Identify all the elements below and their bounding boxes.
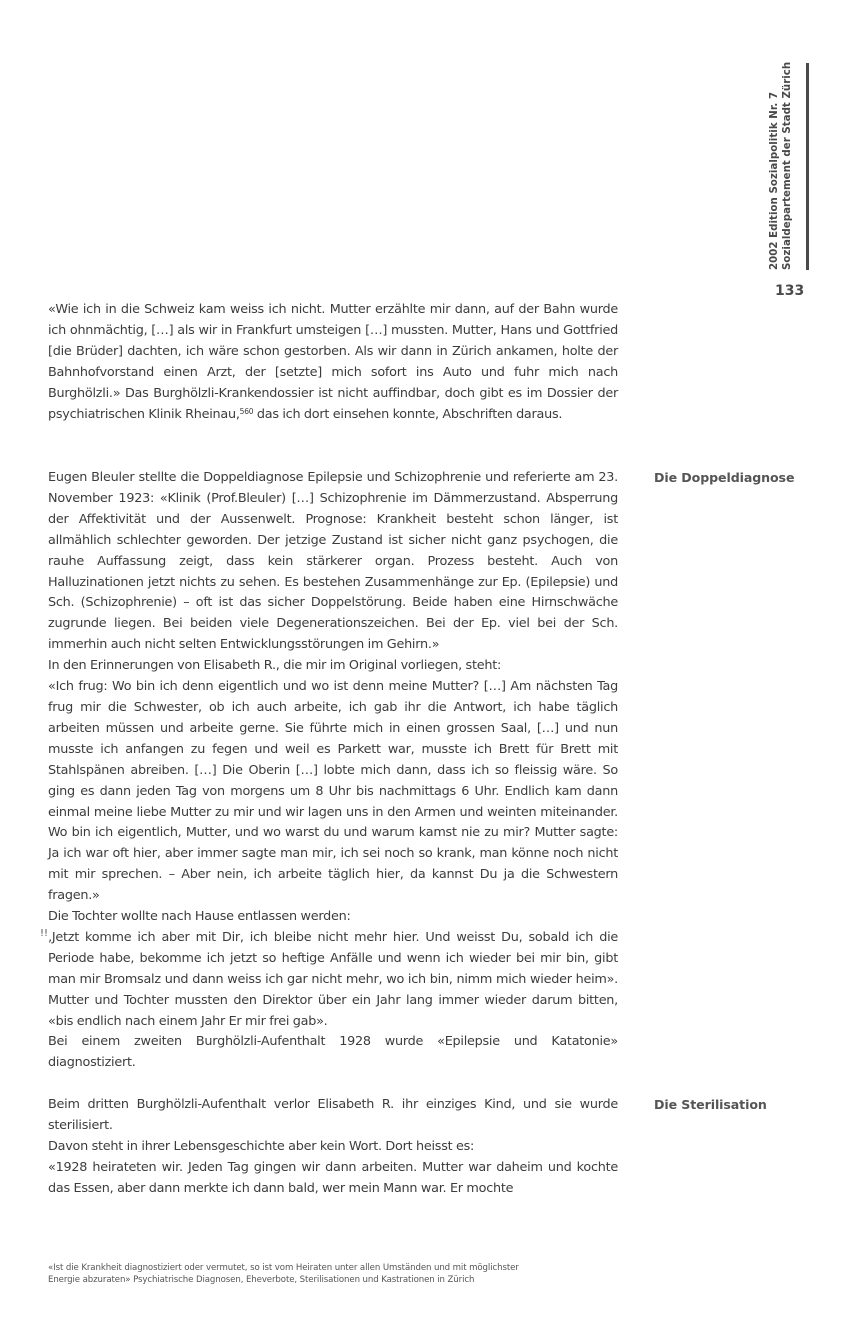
intro-paragraph	[48, 300, 618, 425]
paragraph: Bei einem zweiten Burghölzli-Aufenthalt 1928 wurde «Epilepsie und Katatonie» diagnostiziert.	[48, 1034, 618, 1071]
paragraph: Die Tochter wollte nach Hause entlassen werden:	[48, 909, 351, 925]
intro-text-end: das ich dort einsehen konnte, Abschriften daraus.	[253, 406, 563, 422]
footer-line-1: «Ist die Krankheit diagnostiziert oder vermutet, so ist vom Heiraten unter allen Umständen und mit möglichster	[48, 1263, 519, 1273]
running-header-series: 2002 Edition Sozialpolitik Nr. 7	[769, 91, 780, 270]
running-header-publisher: Sozialdepartement der Stadt Zürich	[782, 61, 793, 270]
quote-paragraph: ‚Jetzt komme ich aber mit Dir, ich bleibe nicht mehr hier. Und weisst Du, sobald ich die Periode habe, bekomme ich jetzt so heftige Anfälle und wenn ich wieder bei mir bin, gibt man mir Bromsalz und dann weiss ich gar nicht mehr, wo ich bin, nimm mich wieder heim». Mutter und Tochter mussten den Direktor über ein Jahr lang immer wieder darum bitten, «bis endlich nach einem Jahr Er mir frei gab».	[48, 929, 618, 1029]
paragraph: In den Erinnerungen von Elisabeth R., die mir im Original vorliegen, steht:	[48, 658, 502, 674]
stray-mark: !!	[40, 928, 49, 939]
intro-text-main: «Wie ich in die Schweiz kam weiss ich nicht. Mutter erzählte mir dann, auf der Bahn wurde ich ohnmächtig, […] als wir in Frankfurt umsteigen […] mussten. Mutter, Hans und Gottfried [die Brüder] dachten, ich wäre schon gestorben. Als wir dann in Zürich ankamen, holte der Bahnhofvorstand einen Arzt, der [setzte] mich sofort ins Auto und fuhr mich nach Burghölzli.» Das Burghölzli-Krankendossier ist nicht auffindbar, doch gibt es im Dossier der psychiatrischen Klinik Rheinau,	[48, 302, 618, 422]
paragraph: Davon steht in ihrer Lebensgeschichte aber kein Wort. Dort heisst es:	[48, 1138, 475, 1154]
paragraph: Eugen Bleuler stellte die Doppeldiagnose Epilepsie und Schizophrenie und referierte am 23. November 1923: «Klinik (Prof.Bleuler) […] Schizophrenie im Dämmerzustand. Absperrung der Affektivität und der Aussenwelt. Prognose: Krankheit besteht schon länger, ist allmählich schlechter geworden. Der jetzige Zustand ist sicher nicht ganz psychogen, die rauhe Auffassung zeigt, dass kein stärkerer organ. Prozess besteht. Auch von Halluzinationen jetzt nichts zu sehen. Es bestehen Zusammenhänge zur Ep. (Epilepsie) und Sch. (Schizophrenie) – oft ist das sicher Doppelstörung. Beide haben eine Hirnschwäche zugrunde liegen. Bei beiden viele Degenerationszeichen. Bei der Ep. viel bei der Sch. immerhin auch nicht selten Entwicklungsstörungen im Gehirn.»	[48, 470, 618, 653]
margin-heading-sterilisation: Die Sterilisation	[654, 1097, 767, 1112]
page-number: 133	[775, 283, 805, 299]
quote-paragraph: «1928 heirateten wir. Jeden Tag gingen wir dann arbeiten. Mutter war daheim und kochte das Essen, aber dann merkte ich dann bald, wer mein Mann war. Er mochte	[48, 1159, 618, 1196]
section-sterilisation	[48, 1095, 618, 1200]
intro-text	[48, 300, 618, 425]
quote-paragraph: «Ich frug: Wo bin ich denn eigentlich und wo ist denn meine Mutter? […] Am nächsten Tag frug mir die Schwester, ob ich auch arbeite, ich gab ihr die Antwort, ich habe täglich arbeiten müssen und arbeite gerne. Sie führte mich in einen grossen Saal, […] und nun musste ich anfangen zu fegen und weil es Parkett war, musste ich Brett für Brett mit Stahlspänen abreiben. […] Die Oberin […] lobte mich dann, dass ich so fleissig wäre. So ging es dann jeden Tag von morgens um 8 Uhr bis nachmittags 6 Uhr. Endlich kam dann einmal meine liebe Mutter zu mir und wir lagen uns in den Armen und weinten miteinander. Wo bin ich eigentlich, Mutter, und wo warst du und warum kamst nie zu mir? Mutter sagte: Ja ich war oft hier, aber immer sagte man mir, ich sei noch so krank, man könne noch nicht mit mir sprechen. – Aber nein, ich arbeite täglich hier, da kannst Du ja die Schwestern fragen.»	[48, 679, 618, 904]
paragraph: Beim dritten Burghölzli-Aufenthalt verlor Elisabeth R. ihr einziges Kind, und sie wurde sterilisiert.	[48, 1097, 618, 1133]
section-doppeldiagnose	[48, 468, 618, 1074]
margin-heading-doppeldiagnose: Die Doppeldiagnose	[654, 470, 795, 485]
footer-line-2: Energie abzuraten» Psychiatrische Diagnosen, Eheverbote, Sterilisationen und Kastrationen in Zürich	[48, 1274, 475, 1285]
footnote-reference[interactable]: 560	[239, 406, 254, 416]
header-rule	[806, 63, 809, 270]
page-footer	[48, 1263, 638, 1286]
